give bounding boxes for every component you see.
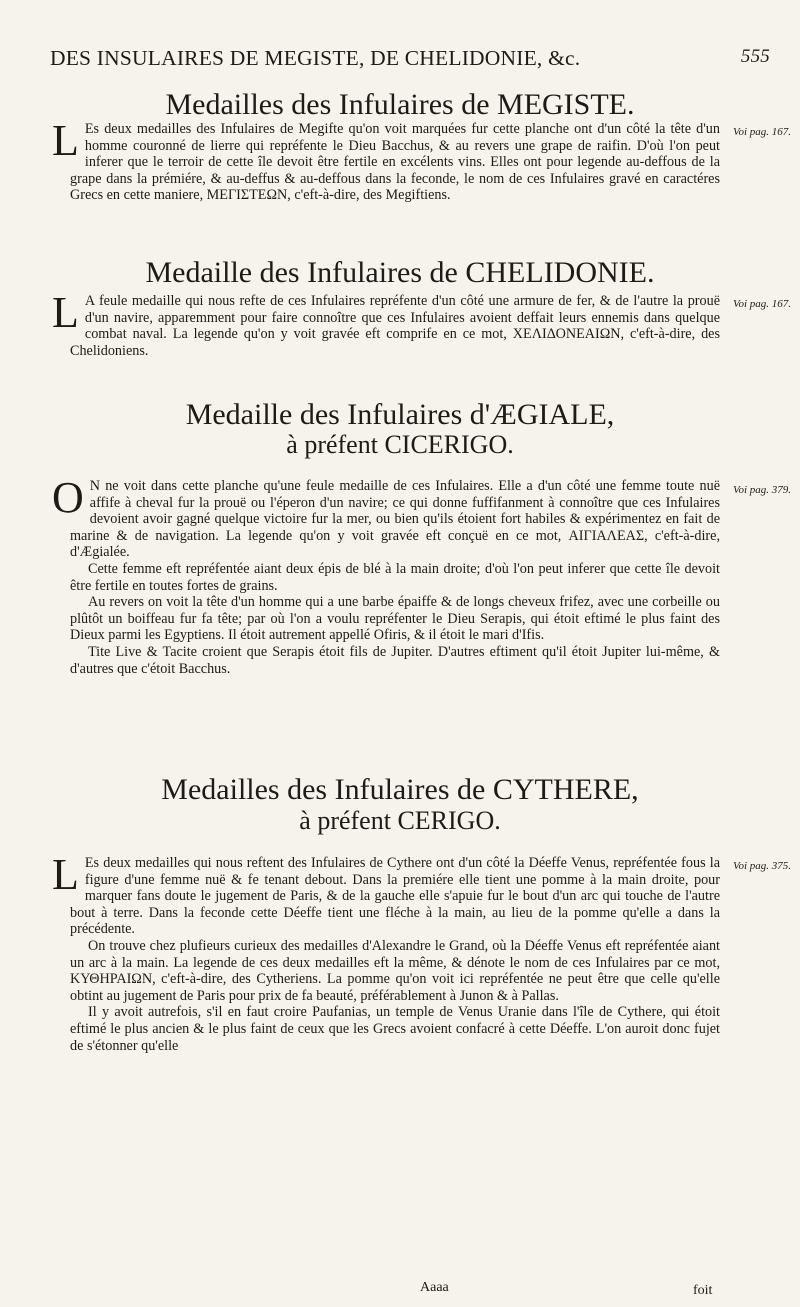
section-body-cythere [52, 850, 720, 1054]
section-body-megiste [52, 116, 720, 204]
drop-cap: L [52, 116, 79, 165]
section-heading-aegiale: Medaille des Infulaires d'ÆGIALE, [185, 398, 615, 431]
margin-note-aegiale: Voi pag. 379. [733, 484, 792, 496]
paragraph: O N ne voit dans cette planche qu'une feule medaille de ces Infulaires. Elle a d'un côté une femme toute nuë affife à cheval fur la prouë ou l'éperon d'un navire; ce qui donne fuffifanment à connoître que ces Infulaires devoient avoir gagné quelque victoire fur la mer, ou bien qu'ils étoient fort habiles & expérimentez en fait de marine & de navigation. La legende qu'on y voit gravée eft conçuë en ce mot, ΑΙΓΙΑΛΕΑΣ, c'eft-à-dire, d'Ægialée. [52, 473, 720, 561]
paragraph: Il y avoit autrefois, s'il en faut croire Paufanias, un temple de Venus Uranie dans l'île de Cythere, qui étoit eftimé le plus ancien & le plus faint de ceux que les Grecs avoient confacré à cette Déeffe. L'on auroit donc fujet de s'étonner qu'elle [70, 1004, 720, 1054]
section-heading-megiste: Medailles des Infulaires de MEGISTE. [165, 88, 635, 121]
running-head [50, 46, 770, 71]
paragraph: Tite Live & Tacite croient que Serapis étoit fils de Jupiter. D'autres eftiment qu'il étoit Jupiter lui-même, & d'autres que c'étoit Bacchus. [70, 643, 720, 677]
section-subheading-cythere: à préfent CERIGO. [299, 806, 501, 835]
running-head-title: DES INSULAIRES DE MEGISTE, DE CHELIDONIE, &c. [50, 46, 581, 70]
drop-cap: L [52, 850, 79, 899]
margin-note-cythere: Voi pag. 375. [733, 860, 792, 872]
paragraph: L Es deux medailles des Infulaires de Megifte qu'on voit marquées fur cette planche ont d'un côté la tête d'un homme couronné de lierre qui repréfente le Dieu Bacchus, & au revers une grape de raifin. D'où l'on peut inferer que le terroir de cette île devoit être fertile en excélents vins. Elles ont pour legende au-deffous de la grape dans la prémiére, & au-deffus & au-deffous dans la feconde, le nom de ces Infulaires gravé en caractéres Grecs en cette maniere, ΜΕΓΙΣΤΕΩΝ, c'eft-à-dire, des Megiftiens. [52, 116, 720, 204]
section-heading-chelidonie: Medaille des Infulaires de CHELIDONIE. [145, 256, 655, 289]
section-subheading-aegiale: à préfent CICERIGO. [286, 430, 514, 459]
paragraph: L Es deux medailles qui nous reftent des Infulaires de Cythere ont d'un côté la Déeffe Venus, repréfentée fous la figure d'une femme nuë & fe tenant debout. Dans la premiére elle tient une pomme à la main droite, pour marquer fans doute le jugement de Paris, & de la gauche elle s'apuie fur le bout d'un arc qui touche de l'autre bout à terre. Dans la feconde cette Déeffe tient une fléche à la main, au lieu de la pomme qu'elle a dans la précédente. [52, 850, 720, 938]
paragraph: Au revers on voit la tête d'un homme qui a une barbe épaiffe & de longs cheveux frifez, avec une corbeille ou plûtôt un boiffeau fur fa tête; par où l'on a voulu repréfenter le Dieu Serapis, qui étoit eftimé le plus faint des Dieux parmi les Egyptiens. Il étoit autrement appellé Ofiris, & il étoit le mari d'Ifis. [70, 594, 720, 644]
page-number: 555 [740, 46, 770, 67]
catchword: foit [693, 1283, 713, 1298]
section-body-chelidonie [52, 288, 720, 359]
margin-note-chelidonie: Voi pag. 167. [733, 298, 792, 310]
margin-note-megiste: Voi pag. 167. [733, 126, 792, 138]
paragraph: On trouve chez plufieurs curieux des medailles d'Alexandre le Grand, où la Déeffe Venus eft repréfentée aiant un arc à la main. La legende de ces deux medailles eft la même, & dénote le nom de ces Infulaires par ce mot, ΚΥΘΗΡΑΙΩΝ, c'eft-à-dire, des Cytheriens. La pomme qu'on voit ici repréfentée ne peut être que celle qu'elle obtint au jugement de Paris pour prix de fa beauté, préférablement à Junon & à Pallas. [70, 937, 720, 1004]
section-body-aegiale [52, 473, 720, 677]
signature-mark: Aaaa [420, 1280, 449, 1295]
paragraph: Cette femme eft repréfentée aiant deux épis de blé à la main droite; d'où l'on peut inferer que cette île devoit être fertile en toutes fortes de grains. [70, 560, 720, 594]
drop-cap: O [52, 473, 84, 522]
paragraph: L A feule medaille qui nous refte de ces Infulaires repréfente d'un côté une armure de fer, & de l'autre la prouë d'un navire, apparemment pour faire connoître que ces Infulaires avoient deffait leurs ennemis dans quelque combat naval. La legende qu'on y voit gravée eft comprife en ce mot, ΧΕΛΙΔΟΝΕΑΙΩΝ, c'eft-à-dire, des Chelidoniens. [52, 288, 720, 359]
section-heading-cythere: Medailles des Infulaires de CYTHERE, [161, 773, 639, 806]
drop-cap: L [52, 288, 79, 337]
